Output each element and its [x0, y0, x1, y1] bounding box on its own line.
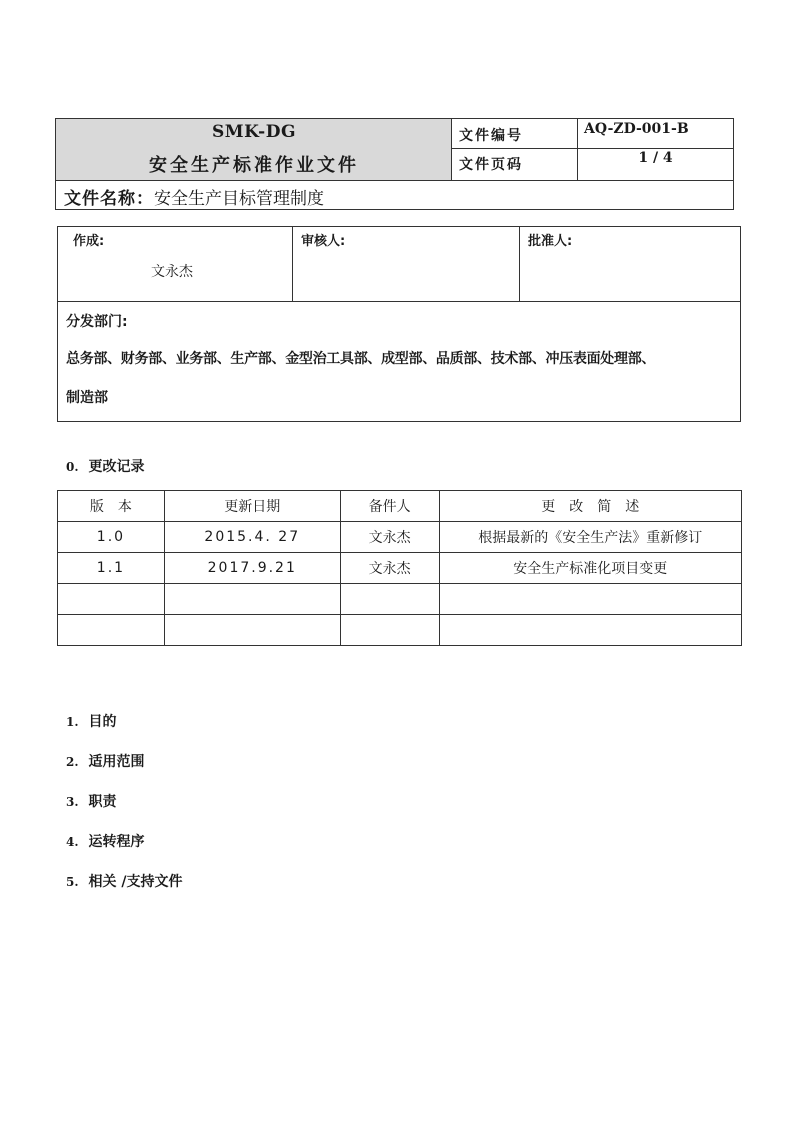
reviewer-cell	[293, 227, 520, 302]
outline-item-scope	[66, 751, 145, 771]
table-cell	[58, 615, 165, 646]
table-cell: 安全生产标准化项目变更	[439, 553, 742, 584]
header-title-cell	[56, 119, 452, 180]
approver-label: 批准人:	[528, 234, 573, 249]
table-cell	[164, 615, 340, 646]
col-header-description: 更 改 简 述	[439, 491, 742, 522]
section-title: 目的	[88, 714, 117, 730]
table-cell: 文永杰	[340, 553, 439, 584]
approver-cell	[520, 227, 740, 302]
outline-item-purpose	[66, 711, 117, 731]
company-code: SMK-DG	[212, 122, 296, 142]
table-cell	[439, 584, 742, 615]
author-value: 文永杰	[151, 264, 193, 280]
table-row	[58, 615, 742, 646]
section-title: 适用范围	[88, 754, 145, 770]
section-title: 相关 /支持文件	[88, 874, 183, 890]
table-header-row	[58, 491, 742, 522]
section-title: 更改记录	[88, 459, 145, 475]
document-name-value: 安全生产目标管理制度	[154, 189, 324, 209]
approval-block	[57, 226, 741, 422]
col-header-date: 更新日期	[164, 491, 340, 522]
table-cell: 2017.9.21	[164, 553, 340, 584]
document-header	[55, 118, 734, 210]
distribution-departments-cont: 制造部	[66, 390, 108, 406]
col-header-version: 版 本	[58, 491, 165, 522]
table-cell: 文永杰	[340, 522, 439, 553]
table-cell: 1.1	[58, 553, 165, 584]
table-cell	[439, 615, 742, 646]
section-number: 0.	[66, 460, 79, 474]
table-row	[58, 584, 742, 615]
document-name-row	[56, 180, 733, 209]
table-cell	[340, 615, 439, 646]
header-meta-grid	[452, 119, 733, 180]
author-cell	[58, 227, 293, 302]
document-type: 安全生产标准作业文件	[149, 155, 359, 176]
section-number: 5.	[66, 875, 79, 889]
table-cell	[58, 584, 165, 615]
table-cell: 根据最新的《安全生产法》重新修订	[439, 522, 742, 553]
section-number: 3.	[66, 795, 79, 809]
section-number: 2.	[66, 755, 79, 769]
section-number: 1.	[66, 715, 79, 729]
outline-item-procedure	[66, 831, 145, 851]
doc-number-label: 文件编号	[452, 119, 578, 149]
outline-item-related-docs	[66, 871, 183, 891]
revision-section-heading	[66, 456, 145, 476]
page-number-label: 文件页码	[452, 149, 578, 180]
distribution-label: 分发部门:	[66, 314, 128, 330]
col-header-editor: 备件人	[340, 491, 439, 522]
page-number-value: 1 / 4	[638, 150, 673, 166]
table-cell: 2015.4. 27	[164, 522, 340, 553]
author-label: 作成:	[73, 234, 105, 249]
revision-table	[57, 490, 742, 646]
table-cell	[340, 584, 439, 615]
section-title: 运转程序	[88, 834, 145, 850]
distribution-departments: 总务部、财务部、业务部、生产部、金型治工具部、成型部、品质部、技术部、冲压表面处理部、	[66, 351, 656, 367]
reviewer-label: 审核人:	[301, 234, 346, 249]
document-name-label: 文件名称：	[64, 189, 154, 209]
table-row	[58, 522, 742, 553]
table-row	[58, 553, 742, 584]
outline-item-responsibilities	[66, 791, 117, 811]
doc-number-value: AQ-ZD-001-B	[578, 119, 733, 149]
table-cell	[164, 584, 340, 615]
table-cell: 1.0	[58, 522, 165, 553]
section-number: 4.	[66, 835, 79, 849]
section-title: 职责	[88, 794, 117, 810]
